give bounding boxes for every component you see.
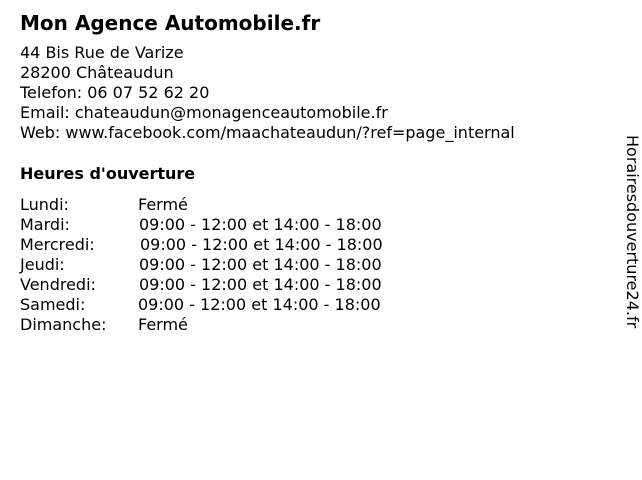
hours-time: 09:00 - 12:00 et 14:00 - 18:00 [140, 235, 383, 254]
hours-day: Lundi: [20, 195, 69, 214]
hours-time: 09:00 - 12:00 et 14:00 - 18:00 [139, 255, 382, 274]
web-line: Web: www.facebook.com/maachateaudun/?ref=page_internal [20, 123, 515, 142]
hours-time: 09:00 - 12:00 et 14:00 - 18:00 [139, 275, 382, 294]
address-line-2: 28200 Châteaudun [20, 63, 174, 82]
hours-day: Samedi: [20, 295, 86, 314]
hours-heading: Heures d'ouverture [20, 164, 196, 183]
hours-day: Dimanche: [20, 315, 107, 334]
hours-day: Mercredi: [20, 235, 95, 254]
hours-day: Vendredi: [20, 275, 96, 294]
phone-line: Telefon: 06 07 52 62 20 [20, 83, 210, 102]
hours-time: Fermé [138, 195, 188, 214]
hours-time: Fermé [138, 315, 188, 334]
side-brand-watermark: Horairesdouverture24.fr [623, 135, 642, 329]
address-line-1: 44 Bis Rue de Varize [20, 43, 184, 62]
contact-block [20, 43, 515, 143]
hours-time: 09:00 - 12:00 et 14:00 - 18:00 [138, 295, 381, 314]
email-line: Email: chateaudun@monagenceautomobile.fr [20, 103, 388, 122]
hours-day: Jeudi: [20, 255, 65, 274]
business-name: Mon Agence Automobile.fr [20, 11, 321, 35]
hours-time: 09:00 - 12:00 et 14:00 - 18:00 [139, 215, 382, 234]
hours-day: Mardi: [20, 215, 70, 234]
